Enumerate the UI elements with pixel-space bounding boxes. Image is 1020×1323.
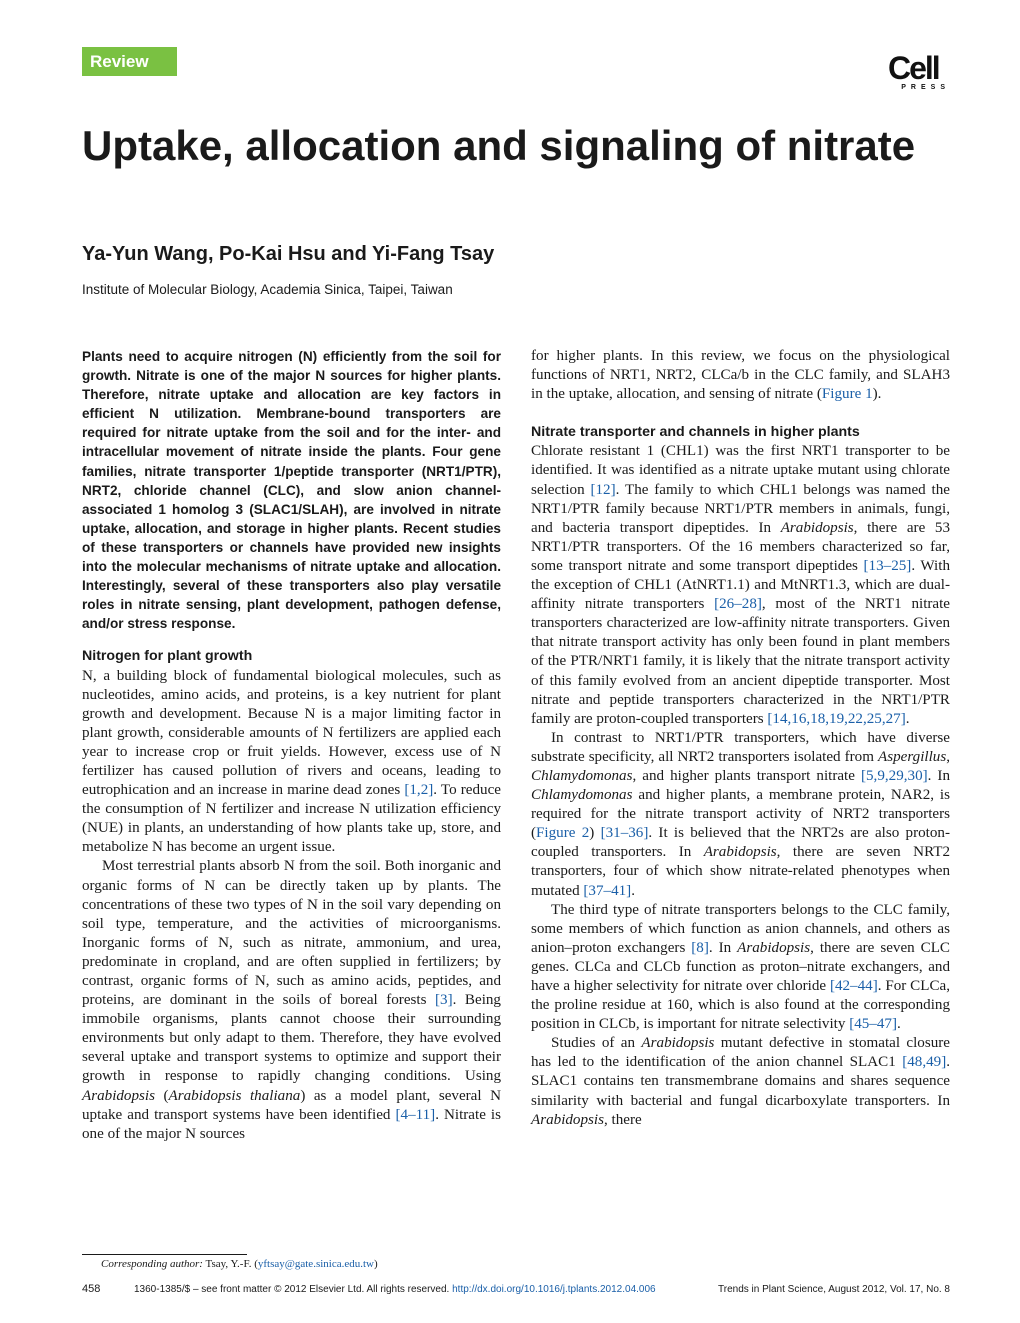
- citation-link[interactable]: [12]: [590, 481, 616, 498]
- figure-link[interactable]: Figure 2: [536, 825, 590, 842]
- citation-link[interactable]: [5,9,29,30]: [860, 767, 928, 784]
- citation-link[interactable]: [48,49]: [902, 1054, 947, 1071]
- logo-sub-text: PRESS: [901, 84, 950, 91]
- paragraph: The third type of nitrate transporters belongs to the CLC family, some members of which function as anion channels, and others as anion–proton exchangers [8]. In Arabidopsis, there are seven CLC genes. CLCa and CLCb function as proton–nitrate exchangers, and have a higher selectivity for nitrate over chloride [42–44]. For CLCa, the proline residue at 160, which is also found at the corresponding position in CLCb, is important for nitrate selectivity [45–47].: [531, 901, 950, 1033]
- corresponding-author-note: Corresponding author: Tsay, Y.-F. (yftsay@gate.sinica.edu.tw): [101, 1258, 378, 1270]
- paragraph: N, a building block of fundamental biological molecules, such as nucleotides, amino acids, and proteins, is a key nutrient for plant growth and development. Because N is a major limiting factor in plant growth, considerable amounts of N fertilizers are applied each year to increase crop or fruit yields. However, excess use of N fertilizer has caused pollution of rivers and oceans, leading to eutrophication and an increase in marine dead zones [1,2]. To reduce the consumption of N fertilizer and increase N utilization efficiency (NUE) in plants, an understanding of how plants take up, store, and metabolize N has become an urgent issue.: [82, 667, 501, 856]
- citation-link[interactable]: [37–41]: [583, 882, 632, 899]
- citation-link[interactable]: [45–47]: [849, 1016, 897, 1033]
- citation-link[interactable]: [8]: [691, 939, 709, 956]
- footnote-divider: [82, 1254, 247, 1255]
- citation-link[interactable]: [3]: [435, 992, 453, 1009]
- abstract: Plants need to acquire nitrogen (N) efficiently from the soil for growth. Nitrate is one of the major N sources for higher plants. Therefore, nitrate uptake and allocation are key factors in efficient N utilization. Membrane-bound transporters are required for nitrate uptake from the soil and for the inter- and intracellular movement of nitrate inside the plants. Four gene families, nitrate transporter 1/peptide transporter (NRT1/PTR), NRT2, chloride channel (CLC), and slow anion channel-associated 1 homolog 3 (SLAC1/SLAH), are involved in nitrate uptake, allocation, and storage in higher plants. Recent studies of these transporters or channels have provided new insights into the molecular mechanisms of nitrate uptake and allocation. Interestingly, several of these transporters also play versatile roles in nitrate sensing, plant development, pathogen defense, and/or stress response.: [82, 349, 501, 632]
- citation-link[interactable]: [42–44]: [829, 978, 878, 994]
- copyright-line: 1360-1385/$ – see front matter © 2012 Elsevier Ltd. All rights reserved. http://dx.doi.org/10.1016/j.tplants.2012.04.006: [134, 1284, 656, 1295]
- right-column: [531, 347, 950, 1130]
- page-number: 458: [82, 1283, 101, 1295]
- figure-link[interactable]: Figure 1: [821, 386, 873, 403]
- citation-link[interactable]: [1,2]: [404, 782, 434, 799]
- citation-link[interactable]: [26–28]: [714, 596, 762, 613]
- article-affiliation: Institute of Molecular Biology, Academia Sinica, Taipei, Taiwan: [82, 282, 453, 297]
- logo-main-text: Cell: [888, 50, 939, 86]
- citation-link[interactable]: [14,16,18,19,22,25,27]: [767, 710, 906, 727]
- section-badge: Review: [82, 47, 177, 76]
- paragraph: Studies of an Arabidopsis mutant defective in stomatal closure has led to the identification of the anion channel SLAC1 [48,49]. SLAC1 contains ten transmembrane domains and shares sequence similarity with bacterial and fungal dicarboxylate transporters. In Arabidopsis, there: [531, 1035, 950, 1128]
- journal-info: Trends in Plant Science, August 2012, Vol. 17, No. 8: [718, 1284, 950, 1295]
- citation-link[interactable]: [4–11]: [395, 1106, 436, 1123]
- section-heading-nitrogen: Nitrogen for plant growth: [82, 648, 253, 665]
- citation-link[interactable]: [13–25]: [863, 557, 912, 574]
- author-email-link[interactable]: yftsay@gate.sinica.edu.tw: [257, 1258, 374, 1270]
- section-heading-transporters: Nitrate transporter and channels in higher plants: [531, 424, 860, 441]
- paragraph: In contrast to NRT1/PTR transporters, which have diverse substrate specificity, all NRT2 transporters isolated from Aspergillus, Chlamydomonas, and higher plants transport nitrate [5,9,29,30]. In Chlamydomonas and higher plants, a membrane protein, NAR2, is required for the nitrate transport activity of NRT2 transporters (Figure 2) [31–36]. It is believed that the NRT2s are also proton-coupled transporters. In Arabidopsis, there are seven NRT2 transporters, four of which show nitrate-related phenotypes when mutated [37–41].: [531, 729, 951, 899]
- article-authors: Ya-Yun Wang, Po-Kai Hsu and Yi-Fang Tsay: [82, 243, 495, 265]
- paragraph: Chlorate resistant 1 (CHL1) was the first NRT1 transporter to be identified. It was identified as a nitrate uptake mutant using chlorate selection [12]. The family to which CHL1 belongs was named the NRT1/PTR family because NRT1/PTR members in animals, fungi, and bacteria transport dipeptides. In Arabidopsis, there are 53 NRT1/PTR transporters. Of the 16 members characterized so far, some transport nitrate and some transport dipeptides [13–25]. With the exception of CHL1 (AtNRT1.1) and MtNRT1.3, which are dual-affinity nitrate transporters [26–28], most of the NRT1 nitrate transporters characterized are low-affinity nitrate transporters. Given that nitrate transport activity has only been found in plant members of the PTR/NRT1 family, it is likely that the nitrate transport activity of this family evolved from an ancient dipeptide transporter. Most nitrate and peptide transporters characterized in the NRT1/PTR family are proton-coupled transporters [14,16,18,19,22,25,27].: [531, 443, 951, 727]
- doi-link[interactable]: http://dx.doi.org/10.1016/j.tplants.2012.04.006: [452, 1284, 656, 1295]
- paragraph: for higher plants. In this review, we focus on the physiological functions of NRT1, NRT2, CLCa/b in the CLC family, and SLAH3 in the uptake, allocation, and sensing of nitrate (Figure 1).: [531, 348, 950, 403]
- article-title: Uptake, allocation and signaling of nitrate: [82, 122, 916, 169]
- left-column: [82, 347, 501, 1144]
- paragraph: Most terrestrial plants absorb N from the soil. Both inorganic and organic forms of N can be directly taken up by plants. The concentrations of these two types of N in the soil vary depending on soil type, temperature, and the activities of microorganisms. Inorganic forms of N, such as nitrate, ammonium, and urea, predominate in cropland, and are often supplied in fertilizers; by contrast, organic forms of N, such as amino acids, peptides, and proteins, are dominant in the soils of boreal forests [3]. Being immobile organisms, plants cannot choose their surrounding environments but only adapt to them. Therefore, they have evolved several uptake and transport systems to optimize and support their growth in response to rapidly changing conditions. Using Arabidopsis (Arabidopsis thaliana) as a model plant, several N uptake and transport systems have been identified [4–11]. Nitrate is one of the major N sources: [82, 858, 501, 1142]
- cell-press-logo: [888, 52, 950, 96]
- citation-link[interactable]: [31–36]: [600, 825, 649, 842]
